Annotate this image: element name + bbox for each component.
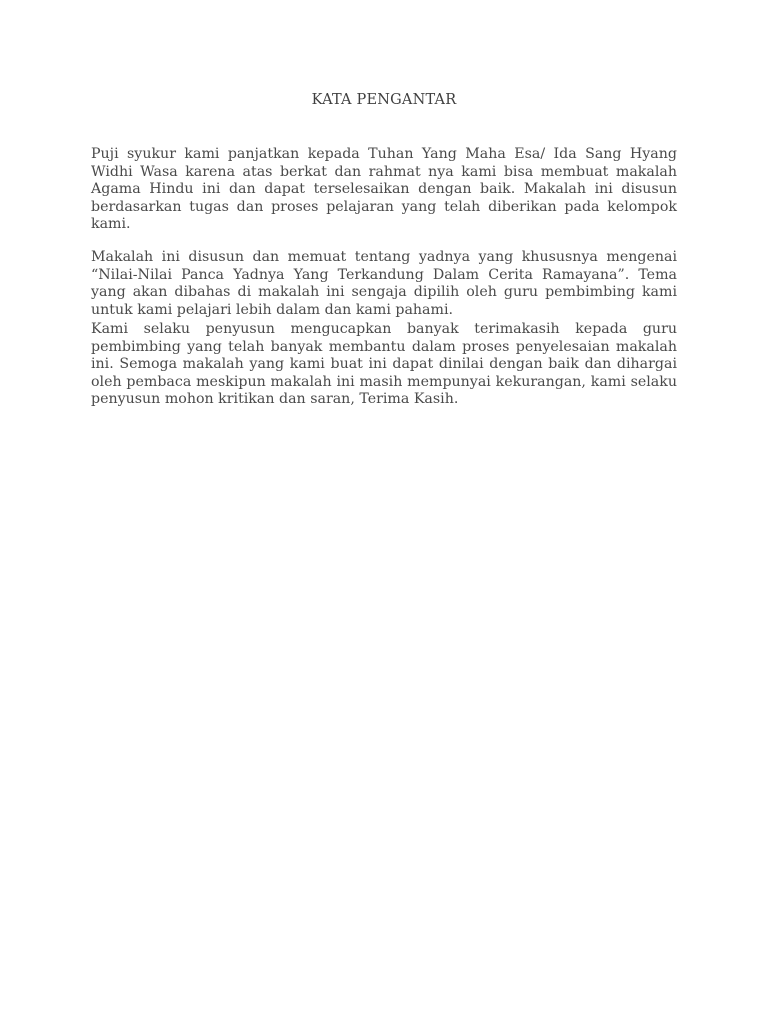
paragraph-thanks: Kami selaku penyusun mengucapkan banyak terimakasih kepada guru pembimbing yang telah banyak membantu dalam proses penyelesaian makalah ini. Semoga makalah yang kami buat ini dapat dinilai dengan baik dan dihargai oleh pembaca meskipun makalah ini masih mempunyai kekurangan, kami selaku penyusun mohon kritikan dan saran, Terima Kasih. (91, 321, 677, 408)
page-title: KATA PENGANTAR (311, 92, 457, 108)
paragraph-topic: Makalah ini disusun dan memuat tentang yadnya yang khususnya mengenai “Nilai-Nilai Panca Yadnya Yang Terkandung Dalam Cerita Ramayana”. Tema yang akan dibahas di makalah ini sengaja dipilih oleh guru pembimbing kami untuk kami pelajari lebih dalam dan kami pahami. (91, 249, 677, 318)
paragraph-intro: Puji syukur kami panjatkan kepada Tuhan Yang Maha Esa/ Ida Sang Hyang Widhi Wasa karena atas berkat dan rahmat nya kami bisa membuat makalah Agama Hindu ini dan dapat terselesaikan dengan baik. Makalah ini disusun berdasarkan tugas dan proses pelajaran yang telah diberikan pada kelompok kami. (91, 146, 677, 233)
